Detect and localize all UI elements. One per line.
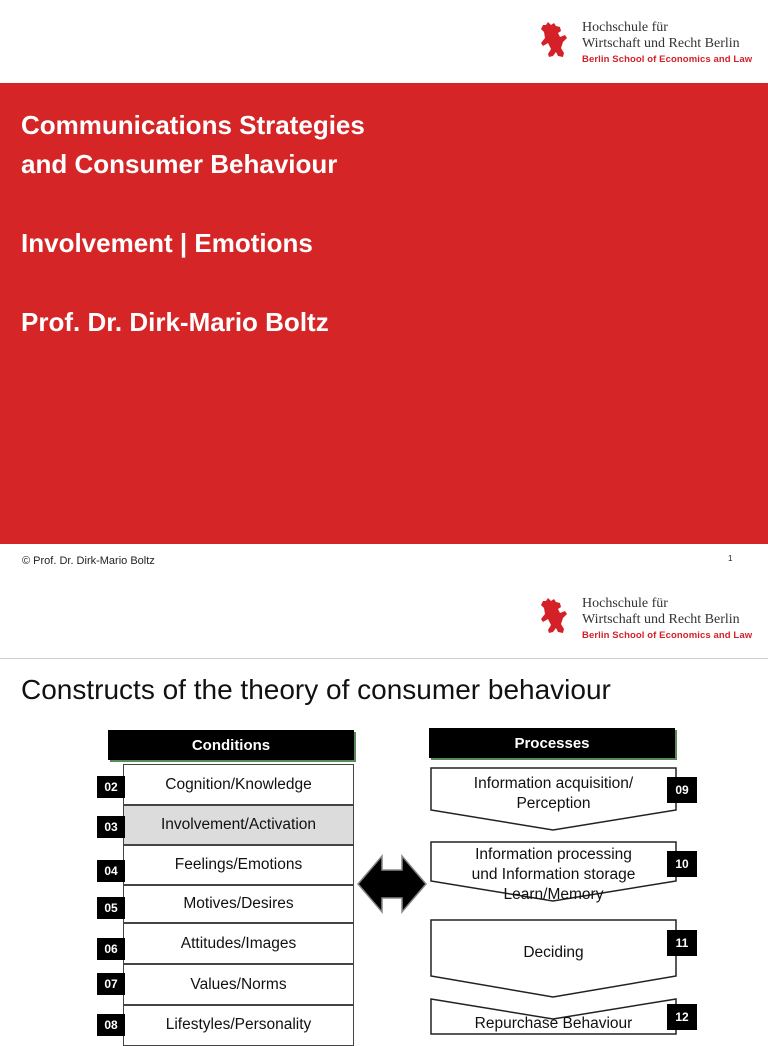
process-number-badge: 09 (667, 777, 697, 803)
logo-line-2: Wirtschaft und Recht Berlin (582, 36, 740, 51)
logo-line-2: Wirtschaft und Recht Berlin (582, 612, 740, 627)
processes-header: Processes (429, 728, 675, 758)
condition-number-badge: 08 (97, 1014, 125, 1036)
slide-author: Prof. Dr. Dirk-Mario Boltz (21, 307, 329, 337)
process-label-line: Information acquisition/ (473, 775, 634, 792)
condition-number-badge: 06 (97, 938, 125, 960)
process-number-badge: 10 (667, 851, 697, 877)
condition-label: Lifestyles/Personality (165, 1016, 312, 1033)
logo-line-1: Hochschule für (582, 20, 668, 35)
slide-subtitle: Involvement | Emotions (21, 228, 313, 258)
condition-number-badge: 04 (97, 860, 125, 882)
logo-line-3: Berlin School of Economics and Law (582, 54, 753, 65)
process-label-line: Learn/Memory (503, 886, 604, 903)
condition-label: Feelings/Emotions (174, 856, 303, 873)
page-number: 1 (728, 554, 733, 563)
process-label-line: und Information storage (471, 866, 636, 883)
copyright-footer: © Prof. Dr. Dirk-Mario Boltz (22, 555, 155, 567)
slide-title-line-1: Communications Strategies (21, 110, 365, 140)
condition-label: Values/Norms (190, 975, 287, 993)
condition-label: Involvement/Activation (160, 816, 317, 833)
process-label (431, 845, 676, 905)
process-number-badge: 12 (667, 1004, 697, 1030)
logo-line-1: Hochschule für (582, 596, 668, 611)
conditions-header: Conditions (108, 730, 354, 760)
condition-number-badge: 05 (97, 897, 125, 919)
slide-2 (0, 584, 768, 1033)
process-label (431, 1014, 676, 1034)
condition-label: Attitudes/Images (180, 934, 297, 952)
process-number-badge: 11 (667, 930, 697, 956)
slide-title-line-2: and Consumer Behaviour (21, 149, 338, 179)
title-band (0, 83, 768, 544)
condition-number-badge: 03 (97, 816, 125, 838)
condition-label: Motives/Desires (183, 895, 294, 912)
condition-number-badge: 07 (97, 973, 125, 995)
logo-line-3: Berlin School of Economics and Law (582, 630, 753, 641)
university-logo (538, 18, 758, 68)
process-label-line: Repurchase Behaviour (474, 1015, 633, 1032)
process-label (431, 774, 676, 814)
berlin-bear-icon (538, 20, 570, 64)
slide-title: Constructs of the theory of consumer behaviour (21, 674, 611, 705)
condition-number-badge: 02 (97, 776, 125, 798)
process-label-line: Information processing (475, 846, 632, 863)
process-label-line: Perception (516, 795, 591, 812)
process-label-line: Deciding (523, 944, 584, 961)
condition-label: Cognition/Knowledge (165, 775, 312, 793)
process-label (431, 943, 676, 963)
double-arrow-icon (358, 856, 426, 912)
